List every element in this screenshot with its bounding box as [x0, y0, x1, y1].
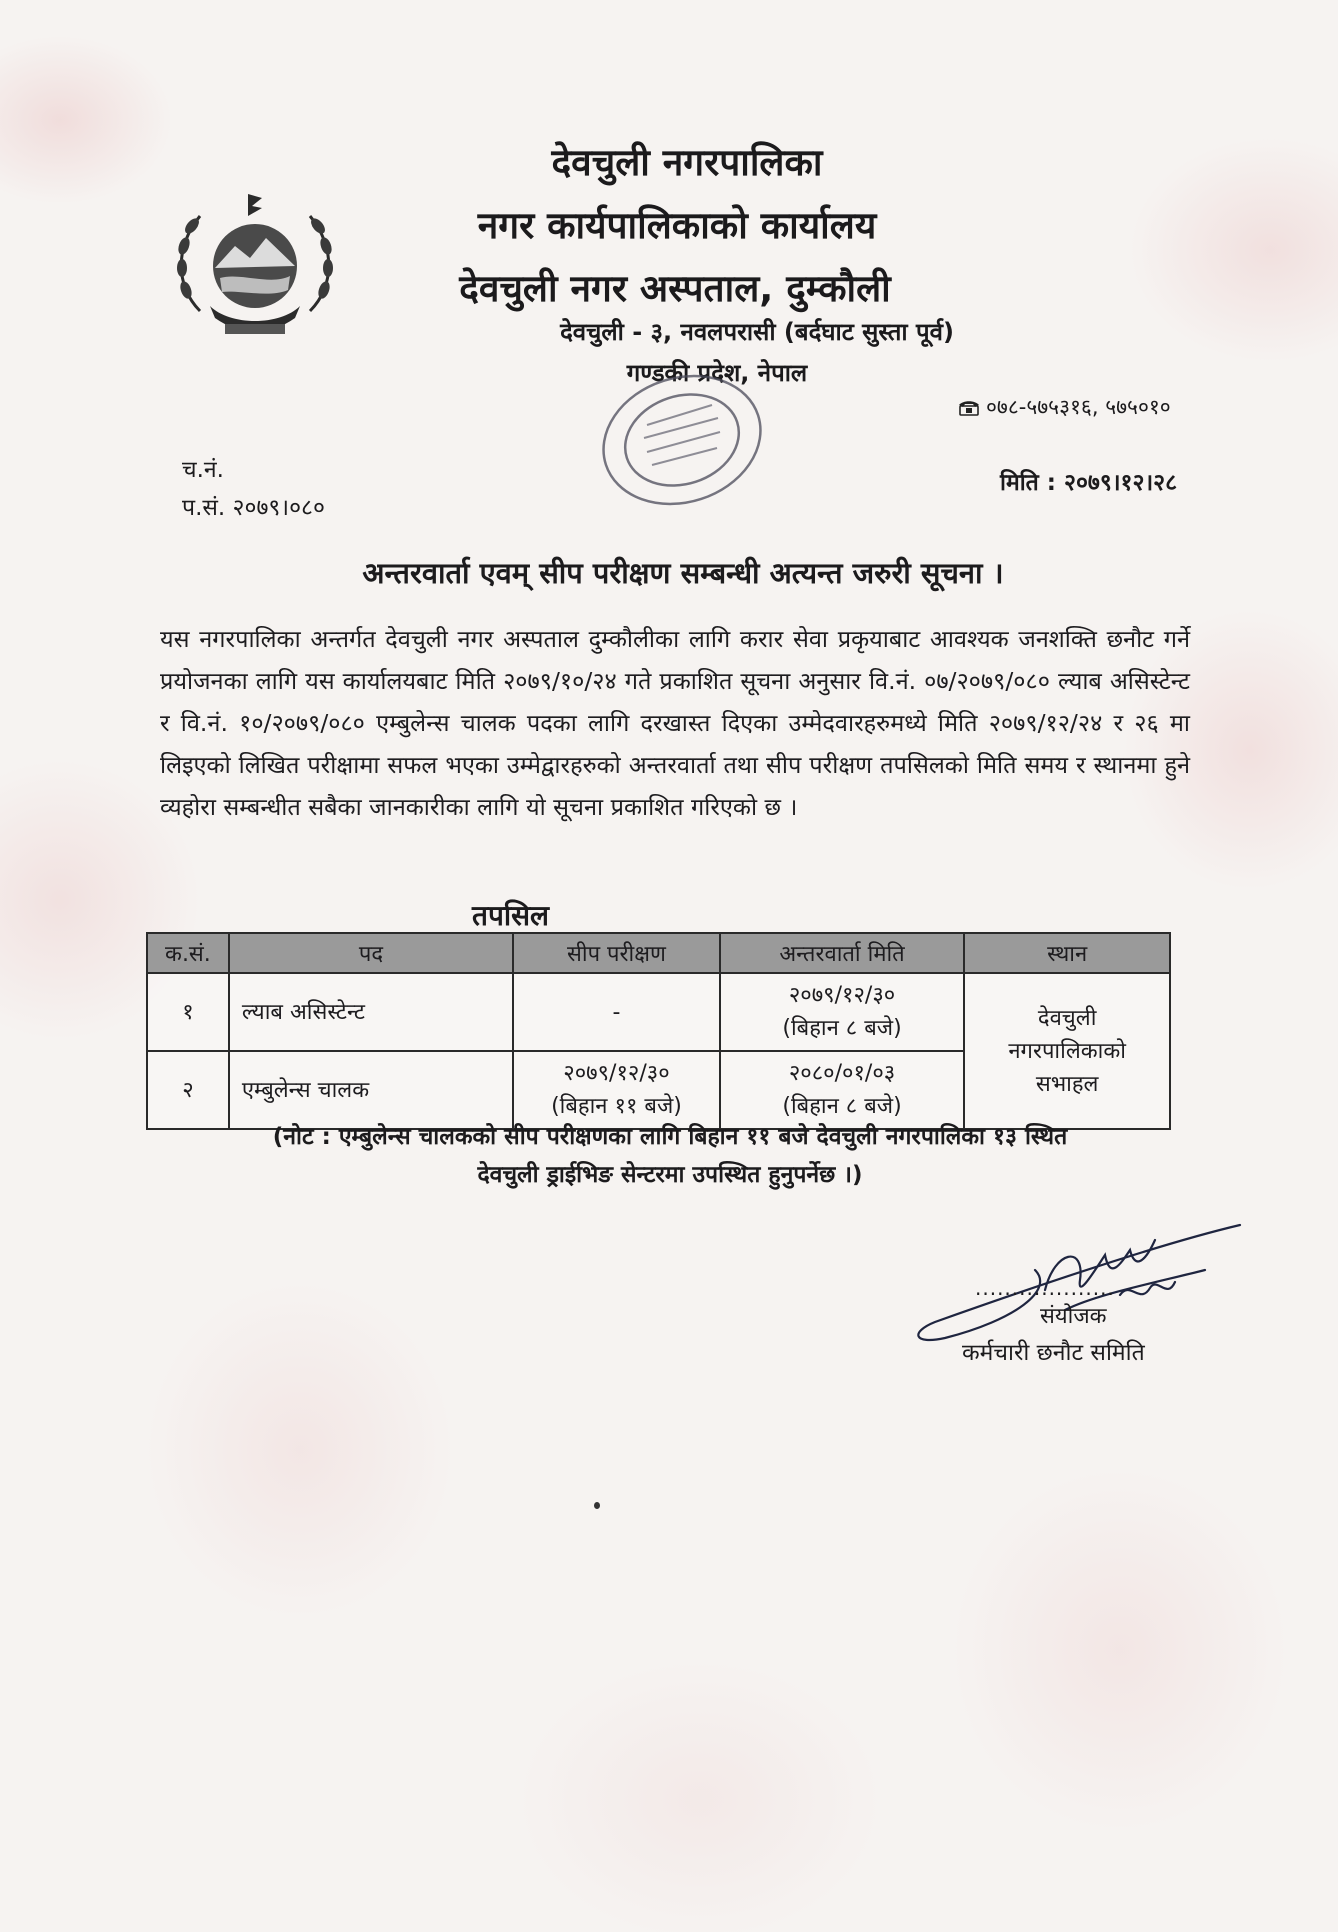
table-row: [147, 973, 1170, 1051]
skill-test-date: -: [612, 999, 621, 1025]
note-line: देवचुली ड्राईभिङ सेन्टरमा उपस्थित हुनुपर्नेछ ।): [477, 1162, 863, 1188]
letter-date: मिति : २०७९।१२।२८: [1000, 470, 1178, 496]
interview-time: (बिहान ८ बजे): [782, 1094, 902, 1119]
signatory-title: संयोजक: [1040, 1304, 1107, 1329]
interview-date: २०८०/०१/०३: [788, 1061, 896, 1086]
post-cell: एम्बुलेन्स चालक: [229, 1051, 513, 1129]
column-header: अन्तरवार्ता मिति: [720, 933, 965, 973]
interview-date: २०७९/१२/३०: [788, 983, 896, 1008]
ink-dot: [594, 1502, 600, 1509]
office-seal-stamp: [592, 370, 774, 510]
note-line: (नोट : एम्बुलेन्स चालकको सीप परीक्षणका लागि बिहान ११ बजे देवचुली नगरपालिका १३ स्थित: [272, 1124, 1068, 1150]
phone-number-text: ०७८-५७५३१६, ५७५०१०: [986, 395, 1171, 419]
skill-test-cell: [513, 973, 720, 1051]
venue-line: देवचुली: [1037, 1005, 1097, 1031]
province-line: गण्डकी प्रदेश, नेपाल: [626, 359, 808, 387]
column-header: पद: [229, 933, 513, 973]
municipality-name: देवचुली नगरपालिका: [551, 141, 823, 184]
skill-test-time: (बिहान ११ बजे): [551, 1094, 682, 1119]
interview-time: (बिहान ८ बजे): [782, 1016, 902, 1041]
committee-name: कर्मचारी छनौट समिति: [962, 1340, 1145, 1366]
schedule-heading: तपसिल: [472, 899, 550, 932]
venue-line: सभाहल: [1035, 1071, 1099, 1097]
notice-title: अन्तरवार्ता एवम् सीप परीक्षण सम्बन्धी अत्यन्त जरुरी सूचना ।: [362, 556, 1004, 590]
serial-number-cell: १: [147, 973, 229, 1051]
address-line: देवचुली - ३, नवलपरासी (बर्दघाट सुस्ता पूर्व): [560, 318, 954, 346]
signature-dotted-line: ...................: [975, 1276, 1115, 1300]
serial-number-cell: २: [147, 1051, 229, 1129]
schedule-table: [146, 932, 1171, 1130]
notice-body: यस नगरपालिका अन्तर्गत देवचुली नगर अस्पताल दुम्कौलीका लागि करार सेवा प्रकृयाबाट आवश्यक जनशक्ति छनौट गर्ने प्रयोजनका लागि यस कार्यालयबाट मिति २०७९/१०/२४ गते प्रकाशित सूचना अनुसार वि.नं. ०७/२०७९/०८० ल्याब असिस्टेन्ट र वि.नं. १०/२०७९/०८० एम्बुलेन्स चालक पदका लागि दरखास्त दिएका उम्मेदवारहरुमध्ये मिति २०७९/१२/२४ र २६ मा लिइएको लिखित परीक्षामा सफल भएका उम्मेद्वारहरुको अन्तरवार्ता तथा सीप परीक्षण तपसिलको मिति समय र स्थानमा हुने व्यहोरा सम्बन्धीत सबैका जानकारीका लागि यो सूचना प्रकाशित गरिएको छ ।: [160, 625, 1190, 821]
column-header: स्थान: [964, 933, 1170, 973]
note: [150, 1118, 1190, 1194]
phone-number: [958, 393, 1171, 421]
letter-number: प.सं. २०७९।०८०: [182, 495, 325, 521]
column-header: सीप परीक्षण: [513, 933, 720, 973]
office-name: नगर कार्यपालिकाको कार्यालय: [477, 204, 877, 247]
table-header-row: [147, 933, 1170, 973]
telephone-icon: [958, 400, 980, 416]
interview-cell: [720, 973, 965, 1051]
hospital-name: देवचुली नगर अस्पताल, दुम्कौली: [459, 267, 891, 310]
dispatch-number: च.नं.: [182, 457, 224, 483]
venue-cell: [964, 973, 1170, 1129]
skill-test-date: २०७९/१२/३०: [563, 1061, 670, 1086]
venue-line: नगरपालिकाको: [1008, 1038, 1126, 1064]
post-cell: ल्याब असिस्टेन्ट: [229, 973, 513, 1051]
column-header: क.सं.: [147, 933, 229, 973]
